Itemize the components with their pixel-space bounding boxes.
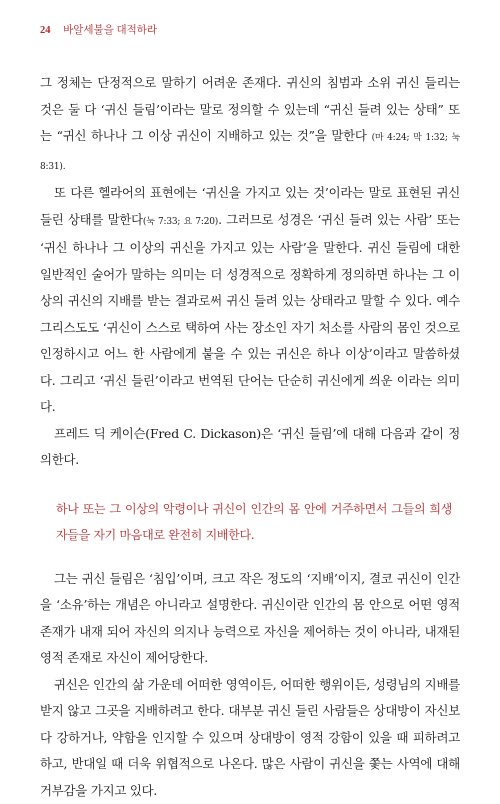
paragraph-1 <box>40 70 460 180</box>
paragraph-2 <box>40 180 460 421</box>
paragraph-5 <box>40 672 460 804</box>
paragraph-5-text: 귀신은 인간의 삶 가운데 어떠한 영역이든, 어떠한 행위이든, 성령님의 지배를 받지 않고 그곳을 지배하려고 한다. 대부분 귀신 들린 사람들은 상대방이 자신보다 강하거나, 약함을 인지할 수 있으며 상대방이 영적 강함이 있을 때 피하려고 하고, 반대일 때 더욱 위협적으로 나온다. 많은 사람이 귀신을 쫓는 사역에 대해 거부감을 가지고 있다. <box>40 677 460 798</box>
block-quote: 하나 또는 그 이상의 악령이나 귀신이 인간의 몸 안에 거주하면서 그들의 희생자들을 자기 마음대로 완전히 지배한다. <box>56 496 452 548</box>
paragraph-3-text: 프레드 딕 케이슨(Fred C. Dickason)은 ‘귀신 들림’에 대해 다음과 같이 정의한다. <box>40 426 460 468</box>
book-title: 바알세불을 대적하라 <box>63 25 157 36</box>
body-text <box>40 70 460 804</box>
paragraph-3 <box>40 421 460 474</box>
paragraph-4-text: 그는 귀신 들림은 ‘침입’이며, 크고 작은 정도의 ‘지배’이지, 결코 귀신이 인간을 ‘소유’하는 개념은 아니라고 설명한다. 귀신이란 인간의 몸 안으로 어떤 영적 존재가 내재 되어 자신의 의지나 능력으로 자신을 제어하는 것이 아니라, 내재된 영적 존재로 자신이 제어당한다. <box>40 571 460 666</box>
paragraph-1-reference: (마 4:24; 막 1:32; 눅 8:31). <box>40 133 460 172</box>
paragraph-2-reference: (눅 7:33; 요 7:20) <box>143 217 218 227</box>
paragraph-4 <box>40 566 460 672</box>
running-header <box>40 22 157 37</box>
paragraph-1-text: 그 정체는 단정적으로 말하기 어려운 존재다. 귀신의 침범과 소위 귀신 들리는 것은 둘 다 ‘귀신 들림’이라는 말로 정의할 수 있는데 “귀신 들려 있는 상태” 또는 “귀신 하나나 그 이상 귀신이 지배하고 있는 것”을 말한다 <box>40 75 460 143</box>
page-number: 24 <box>40 25 51 36</box>
paragraph-2-text-b: . 그러므로 성경은 ‘귀신 들려 있는 사람’ 또는 ‘귀신 하나나 그 이상의 귀신을 가지고 있는 사람’을 말한다. 귀신 들림에 대한 일반적인 술어가 말하는 의미는 더 성경적으로 정확하게 정의하면 하나는 그 이상의 귀신의 지배를 받는 결과로써 귀신 들려 있는 상태라고 말할 수 있다. 예수 그리스도도 ‘귀신이 스스로 택하여 사는 장소인 자기 처소를 사람의 몸인 것으로 인정하시고 어느 한 사람에게 붙을 수 있는 귀신은 하나 이상’이라고 말씀하셨다. 그리고 ‘귀신 들린’이라고 번역된 단어는 단순히 귀신에게 씌운 이라는 의미다. <box>40 212 460 415</box>
paragraph-2-text-a: 또 다른 헬라어의 표현에는 ‘귀신을 가지고 있는 것’이라는 말로 표현된 귀신 들린 상태를 말한다 <box>40 185 460 227</box>
